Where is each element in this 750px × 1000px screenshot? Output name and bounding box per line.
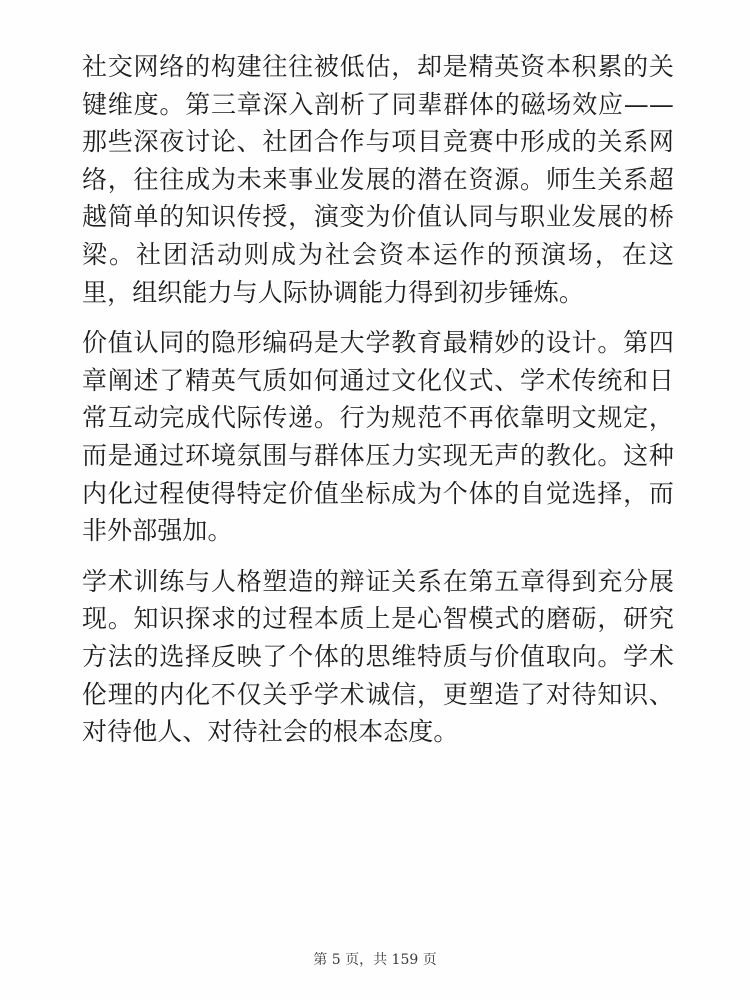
body-text — [82, 48, 674, 764]
paragraph-value-identity: 价值认同的隐形编码是大学教育最精妙的设计。第四章阐述了精英气质如何通过文化仪式、学术传统和日常互动完成代际传递。行为规范不再依靠明文规定，而是通过环境氛围与群体压力实现无声的教化。这种内化过程使得特定价值坐标成为个体的自觉选择，而非外部强加。 — [82, 328, 674, 546]
paragraph-social-networks: 社交网络的构建往往被低估，却是精英资本积累的关键维度。第三章深入剖析了同辈群体的磁场效应——那些深夜讨论、社团合作与项目竞赛中形成的关系网络，往往成为未来事业发展的潜在资源。师生关系超越简单的知识传授，演变为价值认同与职业发展的桥梁。社团活动则成为社会资本运作的预演场，在这里，组织能力与人际协调能力得到初步锤炼。 — [82, 52, 674, 307]
paragraph-academic-training: 学术训练与人格塑造的辩证关系在第五章得到充分展现。知识探求的过程本质上是心智模式的磨砺，研究方法的选择反映了个体的思维特质与价值取向。学术伦理的内化不仅关乎学术诚信，更塑造了对待知识、对待他人、对待社会的根本态度。 — [82, 566, 674, 747]
page-number-footer: 第 5 页，共 159 页 — [313, 952, 437, 968]
